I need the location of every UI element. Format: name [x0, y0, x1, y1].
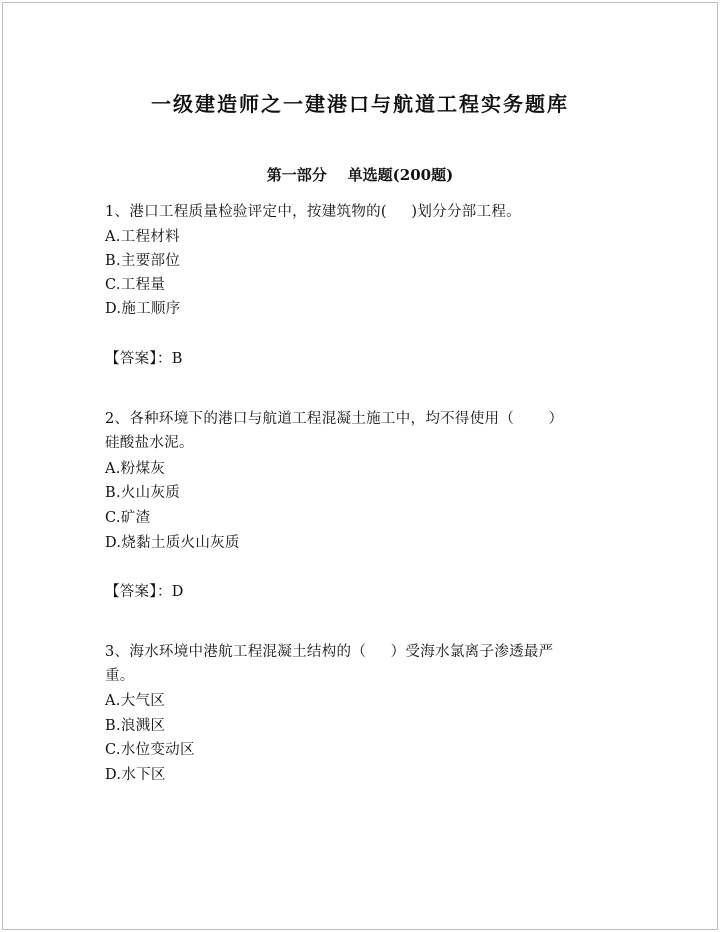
question-3-option-d: D.水下区	[105, 767, 166, 783]
question-2-option-c: C.矿渣	[105, 510, 151, 526]
question-1-stem: 1、港口工程质量检验评定中，按建筑物的( )划分分部工程。	[105, 204, 521, 220]
question-3-option-c: C.水位变动区	[105, 742, 195, 758]
question-1-answer: 【答案】：B	[105, 351, 183, 367]
question-2-option-a: A.粉煤灰	[105, 461, 166, 477]
question-3-option-a: A.大气区	[105, 693, 166, 709]
question-1-option-d: D.施工顺序	[105, 301, 181, 317]
question-1-option-c: C.工程量	[105, 277, 166, 293]
question-1-option-a: A.工程材料	[105, 229, 180, 245]
section-title: 第一部分 单选题(200题)	[266, 166, 454, 184]
question-3-option-b: B.浪溅区	[105, 718, 166, 734]
question-1-option-b: B.主要部位	[105, 253, 181, 269]
document-title: 一级建造师之一建港口与航道工程实务题库	[151, 92, 569, 116]
question-2-option-b: B.火山灰质	[105, 485, 181, 501]
question-2-option-d: D.烧黏土质火山灰质	[105, 535, 240, 551]
question-2-stem-line-1: 2、各种环境下的港口与航道工程混凝土施工中，均不得使用（ ）	[105, 411, 564, 427]
question-2-stem-line-2: 硅酸盐水泥。	[105, 435, 194, 451]
question-2-answer: 【答案】：D	[105, 584, 184, 600]
question-3-stem-line-2: 重。	[105, 668, 135, 684]
question-3-stem-line-1: 3、海水环境中港航工程混凝土结构的（ ）受海水氯离子渗透最严	[105, 644, 554, 660]
